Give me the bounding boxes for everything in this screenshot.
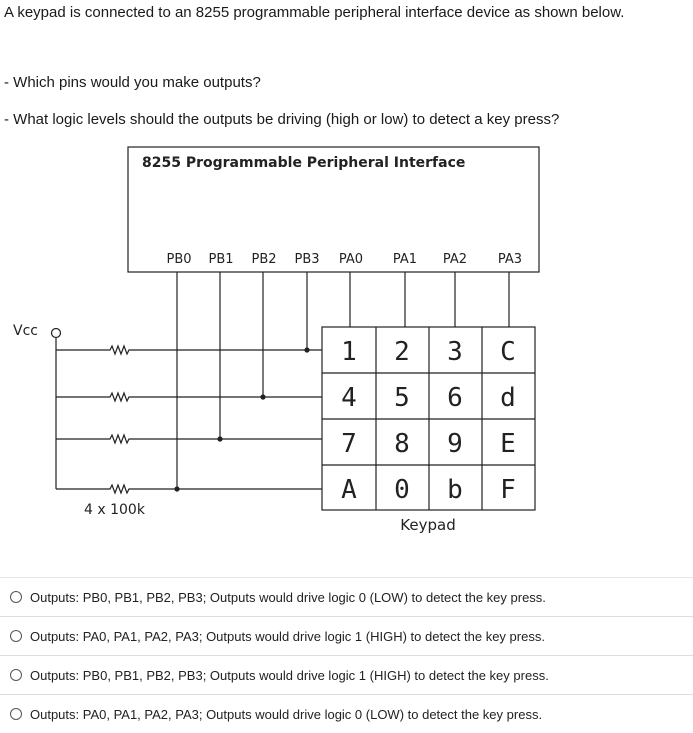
- pin-label-pb2: PB2: [251, 252, 277, 267]
- junction-pb1-row3: [217, 436, 222, 441]
- answer-option-label: Outputs: PB0, PB1, PB2, PB3; Outputs would drive logic 0 (LOW) to detect the key press.: [30, 589, 546, 605]
- key-0: 0: [394, 475, 410, 505]
- key-e: E: [500, 429, 516, 459]
- key-b: b: [447, 475, 463, 505]
- resistor-label: 4 x 100k: [84, 502, 145, 518]
- resistor-row-2: [56, 393, 322, 401]
- key-8: 8: [394, 429, 410, 459]
- key-7: 7: [341, 429, 357, 459]
- pin-label-pb0: PB0: [166, 252, 192, 267]
- key-9: 9: [447, 429, 463, 459]
- pin-label-pb1: PB1: [208, 252, 234, 267]
- answer-option-2[interactable]: [0, 616, 693, 655]
- pin-label-pa1: PA1: [392, 252, 418, 267]
- key-d: d: [500, 383, 516, 413]
- key-c: C: [500, 337, 516, 367]
- pin-label-pa2: PA2: [442, 252, 468, 267]
- keypad-label: Keypad: [400, 516, 456, 534]
- chip-title: 8255 Programmable Peripheral Interface: [142, 155, 466, 171]
- key-4: 4: [341, 383, 357, 413]
- resistor-row-3: [56, 435, 322, 443]
- junction-pb3-row1: [304, 347, 309, 352]
- key-5: 5: [394, 383, 410, 413]
- resistor-row-4: [56, 485, 322, 493]
- vcc-label: Vcc: [13, 323, 38, 339]
- key-f: F: [500, 475, 516, 505]
- key-1: 1: [341, 337, 357, 367]
- keypad-8255-diagram: [0, 140, 693, 540]
- pin-label-pb3: PB3: [294, 252, 320, 267]
- answer-option-1[interactable]: [0, 577, 693, 616]
- key-3: 3: [447, 337, 463, 367]
- answer-option-label: Outputs: PA0, PA1, PA2, PA3; Outputs would drive logic 0 (LOW) to detect the key press.: [30, 706, 543, 722]
- vcc-terminal: [52, 329, 61, 338]
- junction-pb2-row2: [260, 394, 265, 399]
- question-bullet-outputs: - Which pins would you make outputs?: [4, 74, 261, 91]
- question-intro: A keypad is connected to an 8255 programmable peripheral interface device as shown below.: [4, 4, 625, 21]
- answer-option-label: Outputs: PB0, PB1, PB2, PB3; Outputs would drive logic 1 (HIGH) to detect the key press.: [30, 667, 549, 683]
- answer-option-3[interactable]: [0, 655, 693, 694]
- radio-circle-icon[interactable]: [10, 630, 22, 642]
- radio-circle-icon[interactable]: [10, 708, 22, 720]
- resistor-row-1: [56, 346, 322, 354]
- pin-label-pa3: PA3: [497, 252, 523, 267]
- answer-option-4[interactable]: [0, 694, 693, 733]
- junction-pb0-row4: [174, 486, 179, 491]
- key-a: A: [341, 475, 357, 505]
- radio-circle-icon[interactable]: [10, 591, 22, 603]
- key-2: 2: [394, 337, 410, 367]
- question-bullet-logic-levels: - What logic levels should the outputs be driving (high or low) to detect a key press?: [4, 111, 560, 128]
- radio-circle-icon[interactable]: [10, 669, 22, 681]
- answer-options: [0, 577, 693, 733]
- key-6: 6: [447, 383, 463, 413]
- pin-label-pa0: PA0: [338, 252, 364, 267]
- answer-option-label: Outputs: PA0, PA1, PA2, PA3; Outputs would drive logic 1 (HIGH) to detect the key press.: [30, 628, 545, 644]
